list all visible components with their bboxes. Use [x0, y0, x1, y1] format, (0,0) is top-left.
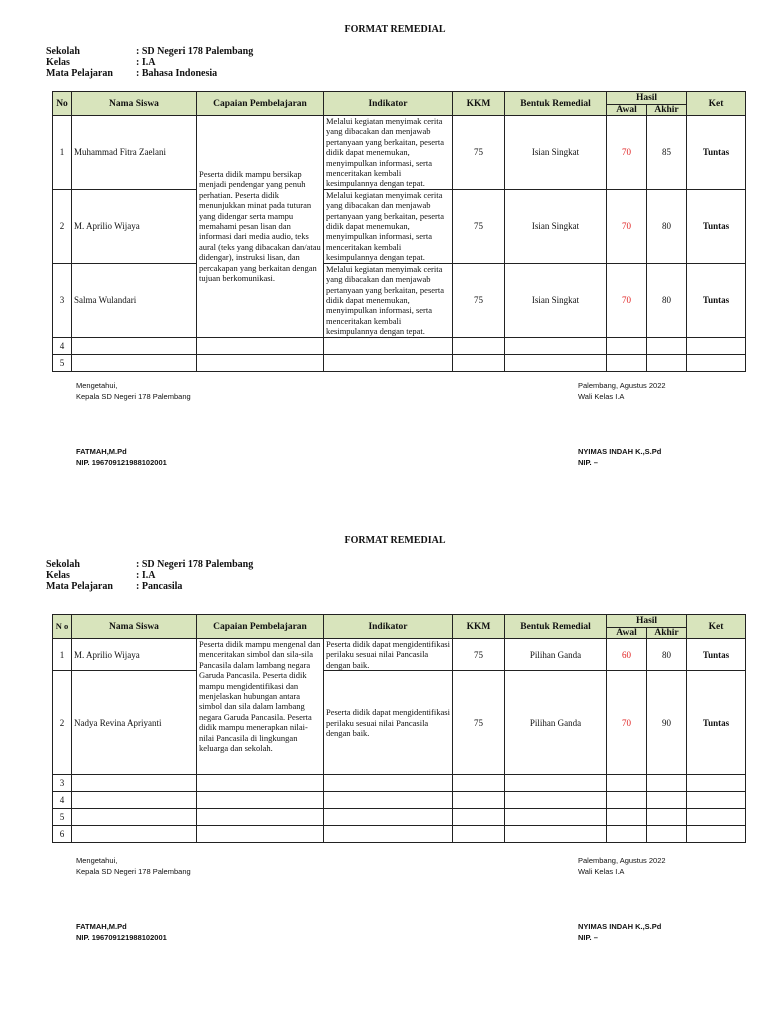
- table-row: [53, 671, 746, 775]
- cell-awal: 70: [607, 189, 647, 263]
- header-ket: Ket: [687, 615, 746, 639]
- cell-no: 2: [53, 189, 72, 263]
- table-row-empty: [53, 337, 746, 354]
- header-nama: Nama Siswa: [72, 615, 197, 639]
- table-row: [53, 189, 746, 263]
- cell-no: 3: [53, 263, 72, 337]
- cell-awal: 70: [607, 263, 647, 337]
- sign-left-nip: NIP. 196709121988102001: [76, 933, 167, 942]
- cell-akhir: 90: [647, 671, 687, 775]
- cell-nama: M. Aprilio Wijaya: [72, 639, 197, 671]
- header-capaian: Capaian Pembelajaran: [197, 615, 324, 639]
- form-title: FORMAT REMEDIAL: [344, 535, 446, 546]
- cell-indikator: Melalui kegiatan menyimak cerita yang dibacakan dan menjawab pertanyaan yang berkaitan, peserta didik dapat menemukan, menyimpulkan informasi, serta menceritakan kembali kesimpulannya dengan tepat.: [324, 189, 453, 263]
- cell-kkm: 75: [453, 263, 505, 337]
- signature-right: [578, 855, 666, 877]
- cell-ket: Tuntas: [687, 263, 746, 337]
- mapel-value: : Bahasa Indonesia: [136, 68, 218, 79]
- cell-awal: 60: [607, 639, 647, 671]
- kelas-value: : I.A: [136, 570, 156, 581]
- sign-right-nip: NIP. –: [578, 458, 598, 467]
- signature-right-name: [578, 446, 661, 468]
- kelas-label: Kelas: [46, 570, 70, 581]
- sign-right-line2: Wali Kelas I.A: [578, 867, 625, 876]
- form-meta: [46, 559, 253, 592]
- header-no: N o: [53, 615, 72, 639]
- table-row: [53, 263, 746, 337]
- cell-ket: Tuntas: [687, 639, 746, 671]
- sign-left-nip: NIP. 196709121988102001: [76, 458, 167, 467]
- cell-kkm: 75: [453, 189, 505, 263]
- cell-bentuk: Pilihan Ganda: [505, 671, 607, 775]
- remedial-table: [52, 91, 746, 372]
- sign-right-name: NYIMAS INDAH K.,S.Pd: [578, 447, 662, 456]
- sign-left-name: FATMAH,M.Pd: [76, 922, 127, 931]
- cell-no: 2: [53, 671, 72, 775]
- kelas-value: : I.A: [136, 57, 156, 68]
- table-row-empty: [53, 354, 746, 371]
- sign-right-line2: Wali Kelas I.A: [578, 392, 625, 401]
- cell-bentuk: Isian Singkat: [505, 263, 607, 337]
- cell-bentuk: Pilihan Ganda: [505, 639, 607, 671]
- table-row: [53, 116, 746, 190]
- cell-akhir: 80: [647, 263, 687, 337]
- cell-no: 5: [53, 809, 72, 826]
- cell-nama: M. Aprilio Wijaya: [72, 189, 197, 263]
- sign-left-name: FATMAH,M.Pd: [76, 447, 127, 456]
- header-indikator: Indikator: [324, 92, 453, 116]
- table-row-empty: [53, 792, 746, 809]
- remedial-table: [52, 614, 746, 843]
- signature-left: [76, 855, 191, 877]
- sekolah-value: : SD Negeri 178 Palembang: [136, 46, 254, 57]
- cell-no: 3: [53, 775, 72, 792]
- form-meta: [46, 46, 253, 79]
- cell-akhir: 85: [647, 116, 687, 190]
- form-title: FORMAT REMEDIAL: [344, 24, 446, 35]
- cell-nama: Muhammad Fitra Zaelani: [72, 116, 197, 190]
- cell-nama: Salma Wulandari: [72, 263, 197, 337]
- cell-ket: Tuntas: [687, 671, 746, 775]
- cell-no: 4: [53, 337, 72, 354]
- header-capaian: Capaian Pembelajaran: [197, 92, 324, 116]
- header-hasil: Hasil: [607, 615, 687, 628]
- cell-bentuk: Isian Singkat: [505, 116, 607, 190]
- table-row: [53, 639, 746, 671]
- header-kkm: KKM: [453, 615, 505, 639]
- sign-right-nip: NIP. –: [578, 933, 598, 942]
- sign-right-line1: Palembang, Agustus 2022: [578, 381, 666, 390]
- signature-left: [76, 380, 191, 402]
- cell-no: 5: [53, 354, 72, 371]
- cell-indikator: Peserta didik dapat mengidentifikasi perilaku sesuai nilai Pancasila dengan baik.: [324, 671, 453, 775]
- cell-bentuk: Isian Singkat: [505, 189, 607, 263]
- header-awal: Awal: [607, 105, 647, 116]
- header-bentuk: Bentuk Remedial: [505, 615, 607, 639]
- sign-left-line1: Mengetahui,: [76, 856, 118, 865]
- cell-ket: Tuntas: [687, 116, 746, 190]
- cell-kkm: 75: [453, 639, 505, 671]
- header-no: No: [53, 92, 72, 116]
- sign-left-line2: Kepala SD Negeri 178 Palembang: [76, 392, 191, 401]
- header-akhir: Akhir: [647, 105, 687, 116]
- cell-capaian: Peserta didik mampu mengenal dan menceritakan simbol dan sila-sila Pancasila dalam lambang negara Garuda Pancasila. Peserta didik mampu mengidentifikasi dan menjelaskan hubungan antara simbol dan sila dalam lambang negara Garuda Pancasila. Peserta didik mampu menerapkan nilai-nilai Pancasila di lingkungan keluarga dan sekolah.: [197, 639, 324, 775]
- cell-capaian: Peserta didik mampu bersikap menjadi pendengar yang penuh perhatian. Peserta didik menunjukkan minat pada tuturan yang didengar serta mampu memahami pesan lisan dan informasi dari media audio, teks aural (teks yang dibacakan dan/atau didengar), instruksi lisan, dan percakapan yang berkaitan dengan tujuan berkomunikasi.: [197, 116, 324, 338]
- cell-indikator: Melalui kegiatan menyimak cerita yang dibacakan dan menjawab pertanyaan yang berkaitan, peserta didik dapat menemukan, menyimpulkan informasi, serta menceritakan kembali kesimpulannya dengan tepat.: [324, 116, 453, 190]
- sekolah-value: : SD Negeri 178 Palembang: [136, 559, 254, 570]
- mapel-label: Mata Pelajaran: [46, 68, 113, 79]
- header-awal: Awal: [607, 628, 647, 639]
- sekolah-label: Sekolah: [46, 559, 80, 570]
- cell-awal: 70: [607, 671, 647, 775]
- mapel-label: Mata Pelajaran: [46, 581, 113, 592]
- kelas-label: Kelas: [46, 57, 70, 68]
- signature-right-name: [578, 921, 661, 943]
- cell-indikator: Peserta didik dapat mengidentifikasi perilaku sesuai nilai Pancasila dengan baik.: [324, 639, 453, 671]
- header-kkm: KKM: [453, 92, 505, 116]
- header-nama: Nama Siswa: [72, 92, 197, 116]
- sekolah-label: Sekolah: [46, 46, 80, 57]
- cell-awal: 70: [607, 116, 647, 190]
- cell-akhir: 80: [647, 639, 687, 671]
- cell-no: 1: [53, 116, 72, 190]
- mapel-value: : Pancasila: [136, 581, 183, 592]
- sign-left-line1: Mengetahui,: [76, 381, 118, 390]
- cell-akhir: 80: [647, 189, 687, 263]
- table-row-empty: [53, 826, 746, 843]
- signature-left-name: [76, 446, 167, 468]
- cell-kkm: 75: [453, 671, 505, 775]
- header-hasil: Hasil: [607, 92, 687, 105]
- sign-right-name: NYIMAS INDAH K.,S.Pd: [578, 922, 662, 931]
- cell-ket: Tuntas: [687, 189, 746, 263]
- cell-no: 1: [53, 639, 72, 671]
- sign-left-line2: Kepala SD Negeri 178 Palembang: [76, 867, 191, 876]
- sign-right-line1: Palembang, Agustus 2022: [578, 856, 666, 865]
- cell-no: 4: [53, 792, 72, 809]
- header-bentuk: Bentuk Remedial: [505, 92, 607, 116]
- signature-left-name: [76, 921, 167, 943]
- cell-nama: Nadya Revina Apriyanti: [72, 671, 197, 775]
- table-row-empty: [53, 775, 746, 792]
- header-ket: Ket: [687, 92, 746, 116]
- table-row-empty: [53, 809, 746, 826]
- cell-no: 6: [53, 826, 72, 843]
- header-indikator: Indikator: [324, 615, 453, 639]
- signature-right: [578, 380, 666, 402]
- cell-indikator: Melalui kegiatan menyimak cerita yang dibacakan dan menjawab pertanyaan yang berkaitan, peserta didik dapat menemukan, menyimpulkan informasi, serta menceritakan kembali kesimpulannya dengan tepat.: [324, 263, 453, 337]
- cell-kkm: 75: [453, 116, 505, 190]
- header-akhir: Akhir: [647, 628, 687, 639]
